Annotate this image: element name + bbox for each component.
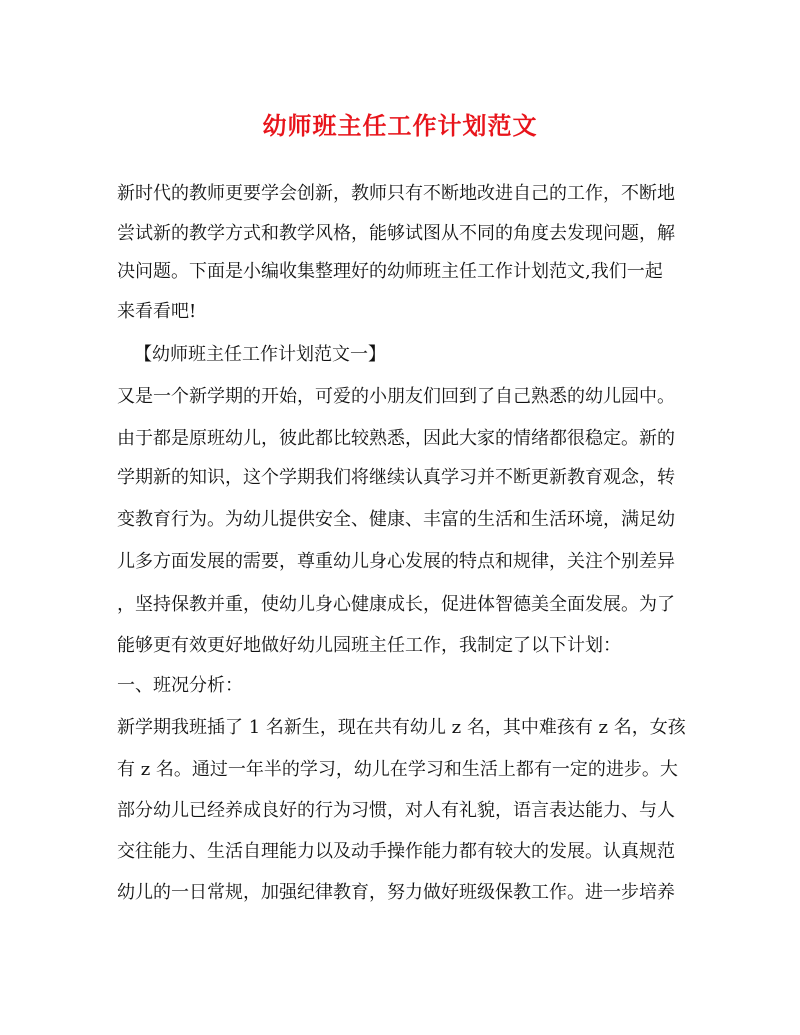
paragraph-line: 能够更有效更好地做好幼儿园班主任工作，我制定了以下计划： bbox=[117, 635, 621, 656]
section-heading: 【幼师班主任工作计划范文一】 bbox=[134, 344, 386, 365]
paragraph-line: 部分幼儿已经养成良好的行为习惯，对人有礼貌，语言表达能力、与人 bbox=[117, 800, 675, 821]
paragraph-line: ，坚持保教并重，使幼儿身心健康成长，促进体智德美全面发展。为了 bbox=[117, 594, 675, 615]
paragraph-line: 学期新的知识，这个学期我们将继续认真学习并不断更新教育观念，转 bbox=[117, 467, 675, 488]
paragraph-line: 决问题。下面是小编收集整理好的幼师班主任工作计划范文,我们一起 bbox=[117, 261, 663, 282]
section-heading: 一、班况分析： bbox=[117, 675, 243, 696]
paragraph-line: 来看看吧! bbox=[117, 301, 197, 322]
paragraph-line: 儿多方面发展的需要，尊重幼儿身心发展的特点和规律，关注个别差异 bbox=[117, 551, 675, 572]
paragraph-line: 又是一个新学期的开始，可爱的小朋友们回到了自己熟悉的幼儿园中。 bbox=[117, 386, 675, 407]
document-title: 幼师班主任工作计划范文 bbox=[262, 111, 538, 140]
paragraph-line: 变教育行为。为幼儿提供安全、健康、丰富的生活和生活环境，满足幼 bbox=[117, 509, 675, 530]
paragraph-line: 有 z 名。通过一年半的学习，幼儿在学习和生活上都有一定的进步。大 bbox=[117, 759, 678, 780]
paragraph-line: 幼儿的一日常规，加强纪律教育，努力做好班级保教工作。进一步培养 bbox=[117, 882, 675, 903]
paragraph-line: 新时代的教师更要学会创新，教师只有不断地改进自己的工作，不断地 bbox=[117, 183, 675, 204]
paragraph-line: 尝试新的教学方式和教学风格，能够试图从不同的角度去发现问题，解 bbox=[117, 223, 675, 244]
paragraph-line: 由于都是原班幼儿，彼此都比较熟悉，因此大家的情绪都很稳定。新的 bbox=[117, 428, 675, 449]
paragraph-line: 新学期我班插了 1 名新生，现在共有幼儿 z 名，其中难孩有 z 名，女孩 bbox=[117, 717, 686, 738]
paragraph-line: 交往能力、生活自理能力以及动手操作能力都有较大的发展。认真规范 bbox=[117, 841, 675, 862]
